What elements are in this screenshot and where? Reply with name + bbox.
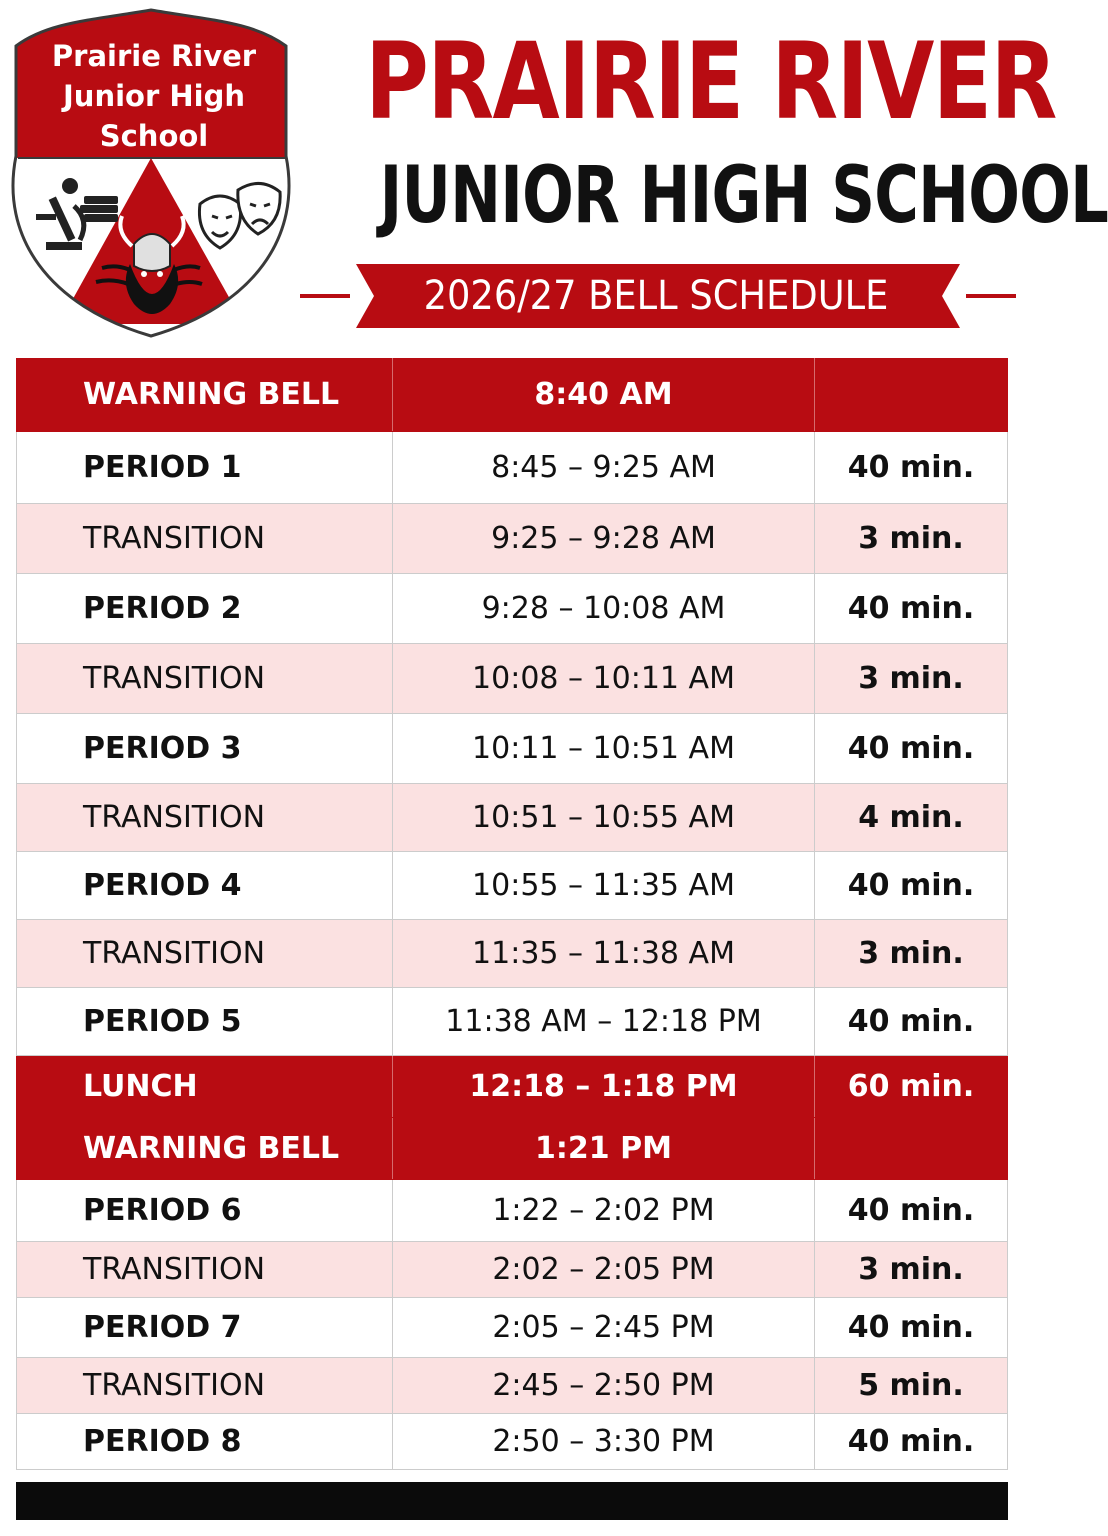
books-icon	[80, 196, 118, 222]
schedule-time: 10:55 – 11:35 AM	[393, 852, 815, 919]
schedule-time: 9:28 – 10:08 AM	[393, 574, 815, 643]
schedule-period-row	[16, 1298, 1008, 1358]
schedule-duration: 40 min.	[847, 868, 975, 903]
schedule-transition-row	[16, 504, 1008, 574]
school-crest	[4, 6, 298, 342]
schedule-label: PERIOD 6	[17, 1180, 393, 1241]
schedule-highlight-row	[16, 358, 1008, 432]
schedule-label: PERIOD 7	[17, 1298, 393, 1357]
schedule-period-row	[16, 852, 1008, 920]
schedule-duration: 40 min.	[847, 1004, 975, 1039]
schedule-period-row	[16, 574, 1008, 644]
crest-school-name	[14, 36, 294, 156]
schedule-time: 9:25 – 9:28 AM	[393, 504, 815, 573]
schedule-transition-row	[16, 644, 1008, 714]
banner-schedule-title: 2026/27 BELL SCHEDULE	[423, 273, 889, 319]
schedule-label: TRANSITION	[17, 920, 393, 987]
schedule-duration: 4 min.	[858, 800, 964, 835]
schedule-label: PERIOD 2	[17, 574, 393, 643]
schedule-time: 12:18 – 1:18 PM	[393, 1056, 815, 1117]
schedule-period-row	[16, 988, 1008, 1056]
schedule-period-row	[16, 1414, 1008, 1470]
schedule-label: TRANSITION	[17, 1242, 393, 1297]
bell-schedule-table	[16, 358, 1008, 1470]
schedule-time: 1:22 – 2:02 PM	[393, 1180, 815, 1241]
schedule-time: 11:35 – 11:38 AM	[393, 920, 815, 987]
schedule-label: TRANSITION	[17, 504, 393, 573]
schedule-label: PERIOD 5	[17, 988, 393, 1055]
schedule-duration: 40 min.	[847, 591, 975, 626]
schedule-duration: 40 min.	[847, 450, 975, 485]
schedule-label: LUNCH	[17, 1056, 393, 1117]
schedule-time: 2:02 – 2:05 PM	[393, 1242, 815, 1297]
schedule-label: TRANSITION	[17, 644, 393, 713]
schedule-duration: 40 min.	[847, 1424, 975, 1459]
schedule-duration: 3 min.	[858, 1252, 964, 1287]
schedule-transition-row	[16, 784, 1008, 852]
schedule-duration: 3 min.	[858, 661, 964, 696]
schedule-period-row	[16, 714, 1008, 784]
page-title-school-name: PRAIRIE RIVER	[365, 20, 1056, 143]
crest-line-3: School	[99, 119, 209, 153]
footer-bar	[16, 1482, 1008, 1520]
schedule-time: 10:11 – 10:51 AM	[393, 714, 815, 783]
schedule-time: 8:45 – 9:25 AM	[393, 432, 815, 503]
schedule-label: WARNING BELL	[17, 1118, 393, 1179]
schedule-time: 10:08 – 10:11 AM	[393, 644, 815, 713]
schedule-duration: 40 min.	[847, 731, 975, 766]
schedule-duration: 3 min.	[858, 936, 964, 971]
schedule-highlight-row	[16, 1118, 1008, 1180]
schedule-time: 2:45 – 2:50 PM	[393, 1358, 815, 1413]
crest-line-1: Prairie River	[51, 39, 257, 73]
schedule-duration: 40 min.	[847, 1193, 975, 1228]
schedule-period-row	[16, 432, 1008, 504]
schedule-duration: 60 min.	[847, 1069, 975, 1104]
schedule-time: 11:38 AM – 12:18 PM	[393, 988, 815, 1055]
schedule-duration	[815, 1118, 1007, 1179]
schedule-time: 2:05 – 2:45 PM	[393, 1298, 815, 1357]
schedule-transition-row	[16, 1358, 1008, 1414]
schedule-label: WARNING BELL	[17, 358, 393, 431]
schedule-label: PERIOD 8	[17, 1414, 393, 1469]
schedule-label: TRANSITION	[17, 784, 393, 851]
page-subtitle-school-type: JUNIOR HIGH SCHOOL	[379, 151, 1108, 241]
schedule-duration: 5 min.	[858, 1368, 964, 1403]
schedule-label: PERIOD 1	[17, 432, 393, 503]
schedule-duration	[815, 358, 1007, 431]
crest-line-2: Junior High	[63, 79, 245, 113]
schedule-highlight-row	[16, 1056, 1008, 1118]
schedule-time: 8:40 AM	[393, 358, 815, 431]
schedule-duration: 40 min.	[847, 1310, 975, 1345]
schedule-time: 10:51 – 10:55 AM	[393, 784, 815, 851]
schedule-transition-row	[16, 1242, 1008, 1298]
schedule-transition-row	[16, 920, 1008, 988]
schedule-time: 2:50 – 3:30 PM	[393, 1414, 815, 1469]
schedule-label: TRANSITION	[17, 1358, 393, 1413]
schedule-label: PERIOD 4	[17, 852, 393, 919]
schedule-period-row	[16, 1180, 1008, 1242]
schedule-duration: 3 min.	[858, 521, 964, 556]
schedule-label: PERIOD 3	[17, 714, 393, 783]
schedule-time: 1:21 PM	[393, 1118, 815, 1179]
